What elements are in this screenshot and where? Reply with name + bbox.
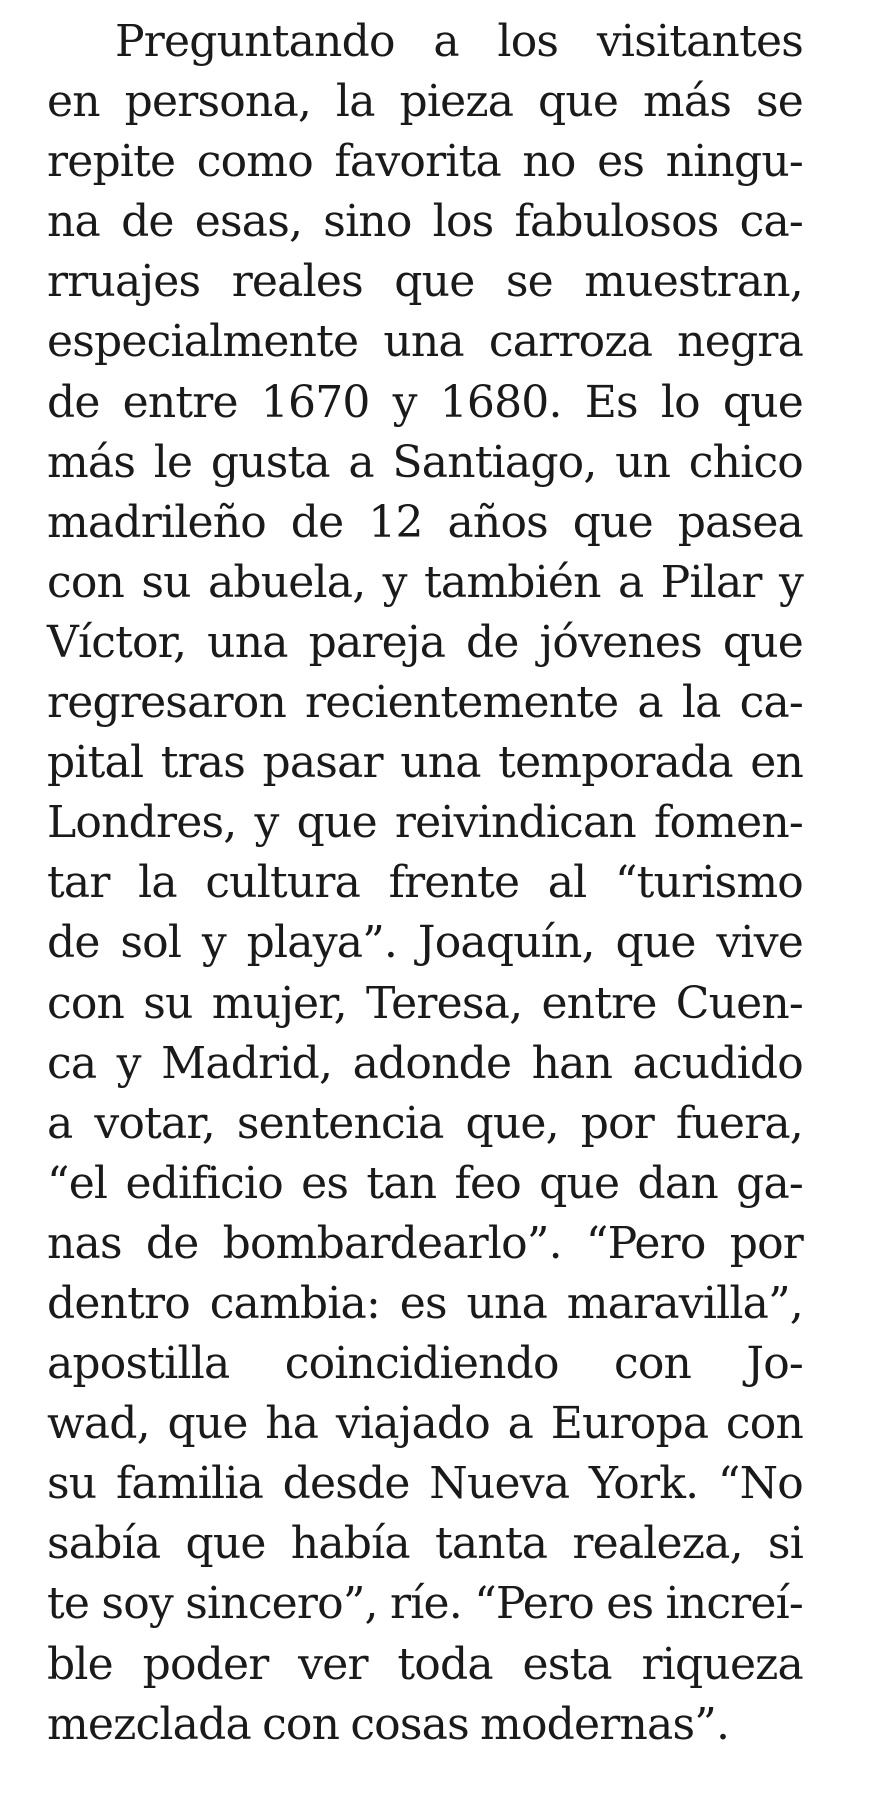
text-line: ca y Madrid, adonde han acudido (47, 1037, 803, 1089)
text-line: sabía que había tanta realeza, si (47, 1518, 803, 1570)
text-line: Londres, y que reivindican fomen- (47, 797, 803, 849)
text-line: de entre 1670 y 1680. Es lo que (47, 376, 803, 428)
text-line: wad, que ha viajado a Europa con (47, 1398, 803, 1450)
text-line: con su mujer, Teresa, entre Cuen- (47, 977, 803, 1029)
text-line: a votar, sentencia que, por fuera, (47, 1097, 803, 1149)
text-line: te soy sincero”, ríe. “Pero es increí- (47, 1578, 803, 1630)
text-line: apostilla coincidiendo con Jo- (47, 1338, 803, 1390)
text-line: nas de bombardearlo”. “Pero por (47, 1217, 803, 1269)
text-line: regresaron recientemente a la ca- (47, 677, 803, 729)
text-line: pital tras pasar una temporada en (47, 737, 803, 789)
text-line: Víctor, una pareja de jóvenes que (47, 616, 803, 668)
text-line: na de esas, sino los fabulosos ca- (47, 196, 803, 248)
text-line: “el edificio es tan feo que dan ga- (47, 1157, 803, 1209)
text-line: más le gusta a Santiago, un chico (47, 436, 803, 488)
text-line: su familia desde Nueva York. “No (47, 1458, 803, 1510)
text-line: ble poder ver toda esta riqueza (47, 1638, 803, 1690)
text-line: madrileño de 12 años que pasea (47, 496, 803, 548)
text-line: especialmente una carroza negra (47, 316, 803, 368)
text-line: Preguntando a los visitantes (115, 16, 803, 67)
text-line: repite como favorita no es ningu- (47, 136, 803, 188)
text-line: dentro cambia: es una maravilla”, (47, 1277, 803, 1329)
text-line: de sol y playa”. Joaquín, que vive (47, 917, 803, 969)
text-line: mezclada con cosas modernas”. (47, 1698, 730, 1750)
text-line: rruajes reales que se muestran, (47, 256, 803, 308)
text-line: con su abuela, y también a Pilar y (47, 556, 803, 608)
article-paragraph (47, 12, 803, 1755)
text-line: tar la cultura frente al “turismo (47, 857, 803, 909)
text-line: en persona, la pieza que más se (47, 76, 803, 128)
